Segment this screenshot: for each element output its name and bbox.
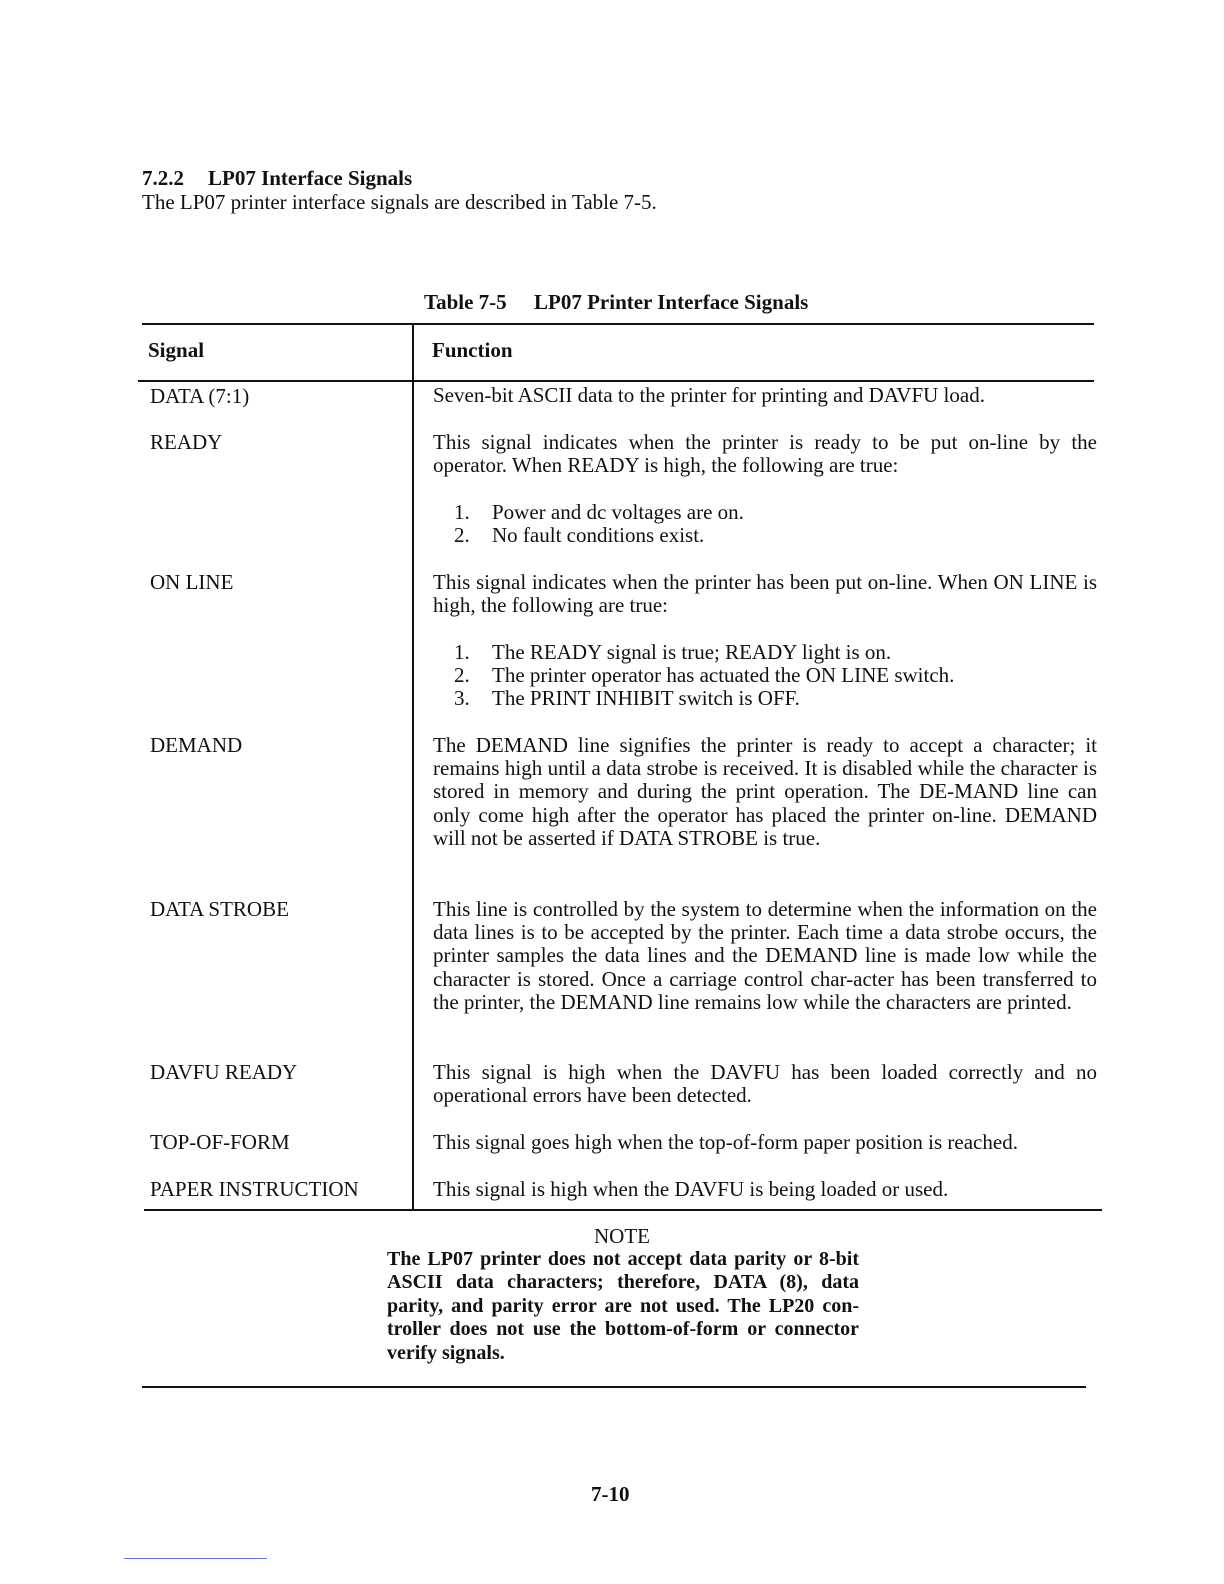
- note-text: The LP07 printer does not accept data parity or 8-bit ASCII data characters; therefore, DATA (8), data parity, and parity error are not used. The LP20 con-troller does not use the bottom-of-form or connector verify signals.: [387, 1248, 859, 1364]
- table-bottom-rule: [144, 1209, 1102, 1211]
- signal-davfu-ready: DAVFU READY: [150, 1060, 298, 1084]
- column-header-signal: Signal: [148, 338, 205, 362]
- function-top-of-form: This signal goes high when the top-of-form paper position is reached.: [433, 1130, 1018, 1154]
- note-bottom-rule: [142, 1386, 1086, 1388]
- signal-top-of-form: TOP-OF-FORM: [150, 1130, 290, 1154]
- signal-on-line: ON LINE: [150, 570, 234, 594]
- table-header-rule: [138, 380, 1094, 382]
- signal-data-strobe: DATA STROBE: [150, 897, 289, 921]
- list-item: 2. No fault conditions exist.: [454, 523, 705, 548]
- section-number: 7.2.2: [142, 166, 184, 190]
- column-header-function: Function: [432, 338, 513, 362]
- signal-paper-instruction: PAPER INSTRUCTION: [150, 1177, 359, 1201]
- function-on-line: This signal indicates when the printer has been put on-line. When ON LINE is high, the following are true:: [433, 570, 1097, 618]
- section-title: LP07 Interface Signals: [208, 166, 413, 190]
- function-davfu-ready: This signal is high when the DAVFU has been loaded correctly and no operational errors have been detected.: [433, 1060, 1097, 1108]
- note-title: NOTE: [594, 1224, 650, 1248]
- function-data: Seven-bit ASCII data to the printer for printing and DAVFU load.: [433, 383, 985, 407]
- list-item: 1. The READY signal is true; READY light is on.: [454, 640, 892, 664]
- list-item: 2. The printer operator has actuated the ON LINE switch.: [454, 663, 955, 688]
- list-item: 1. Power and dc voltages are on.: [454, 500, 744, 524]
- table-caption: [424, 290, 808, 315]
- table-column-divider: [412, 323, 414, 1211]
- ready-conditions-list: [454, 501, 744, 547]
- function-ready: This signal indicates when the printer is ready to be put on-line by the operator. When READY is high, the following are true:: [433, 430, 1097, 478]
- signal-ready: READY: [150, 430, 223, 454]
- on-line-conditions-list: [454, 641, 954, 711]
- function-demand: The DEMAND line signifies the printer is ready to accept a character; it remains high until a data strobe is received. It is disabled while the character is stored in memory and during the print operation. The DE-MAND line can only come high after the operator has placed the printer on-line. DEMAND will not be asserted if DATA STROBE is true.: [433, 733, 1097, 850]
- list-item: 3. The PRINT INHIBIT switch is OFF.: [454, 686, 800, 711]
- signal-data: DATA (7:1): [150, 384, 250, 408]
- page-number: 7-10: [591, 1482, 630, 1506]
- function-data-strobe: This line is controlled by the system to determine when the information on the data lines is to be accepted by the printer. Each time a data strobe occurs, the printer samples the data lines and the DEMAND line is made low while the character is stored. Once a carriage control char-acter has been transferred to the printer, the DEMAND line remains low while the characters are printed.: [433, 897, 1097, 1014]
- table-top-rule: [142, 323, 1094, 325]
- function-paper-instruction: This signal is high when the DAVFU is being loaded or used.: [433, 1177, 949, 1201]
- section-heading: [142, 166, 412, 191]
- page-edge-line: [124, 1558, 267, 1559]
- table-label: Table 7-5: [424, 290, 507, 314]
- section-intro: The LP07 printer interface signals are described in Table 7-5.: [142, 190, 657, 214]
- table-title: LP07 Printer Interface Signals: [534, 290, 809, 314]
- signal-demand: DEMAND: [150, 733, 243, 757]
